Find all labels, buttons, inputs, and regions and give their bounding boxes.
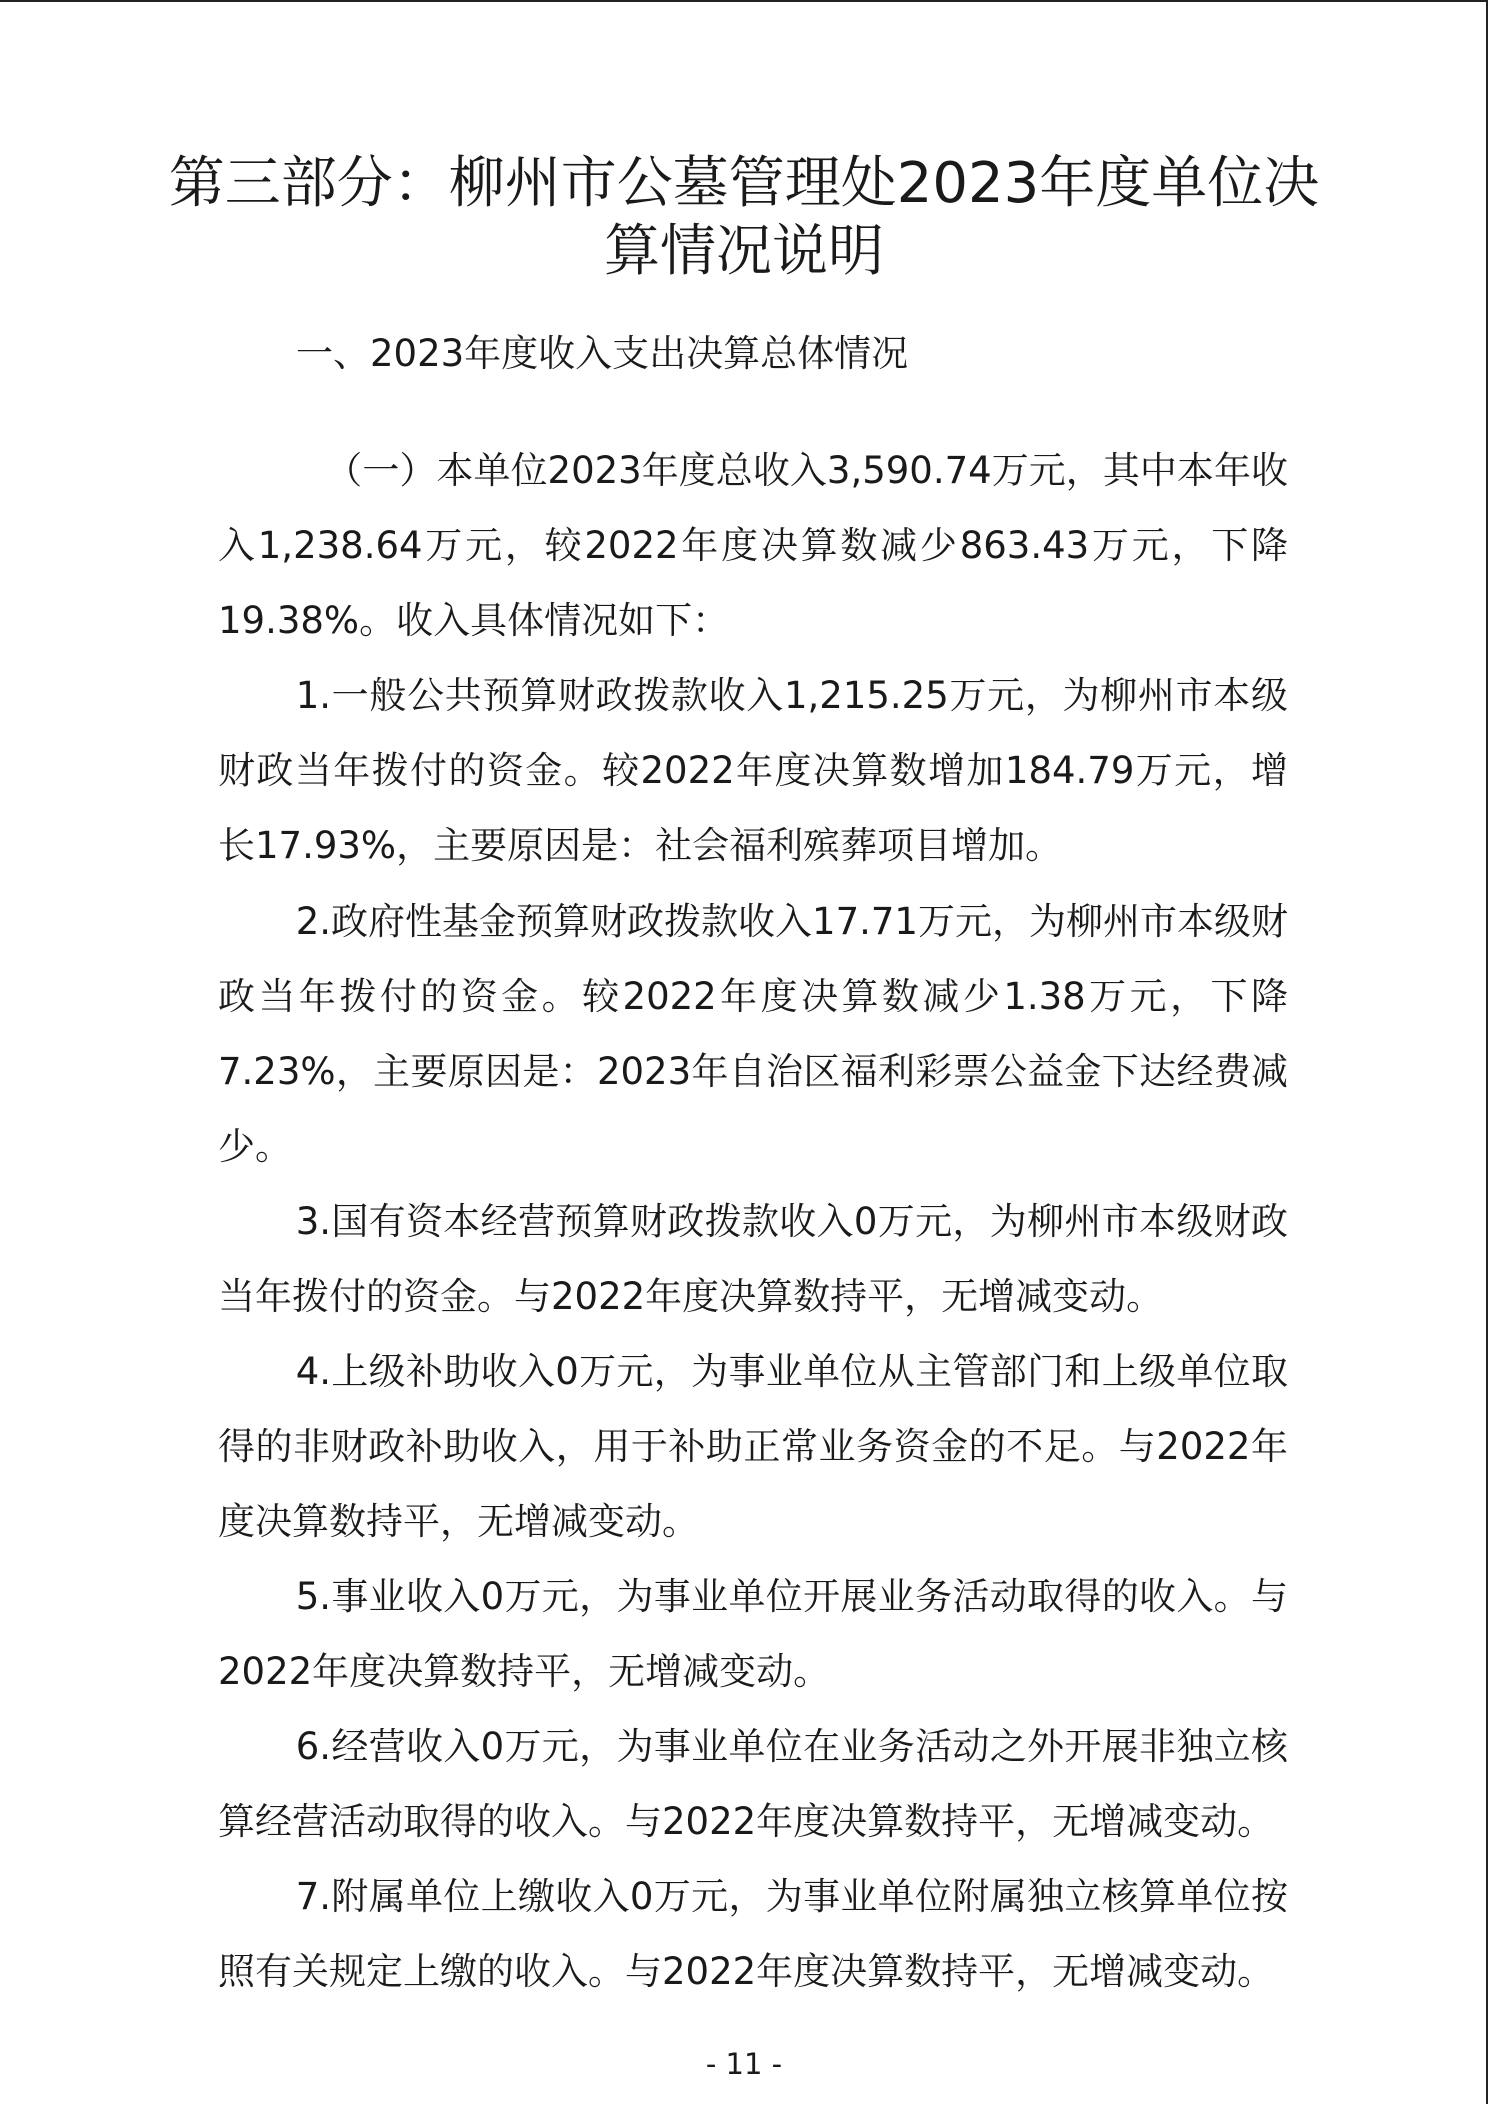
document-title: 第三部分：柳州市公墓管理处2023年度单位决算情况说明 bbox=[168, 151, 1320, 284]
section-heading: 一、2023年度收入支出决算总体情况 bbox=[296, 332, 909, 375]
paragraph-item-3: 3.国有资本经营预算财政拨款收入0万元，为柳州市本级财政当年拨付的资金。与2022年度决算数持平，无增减变动。 bbox=[218, 1200, 1288, 1318]
intro-paragraph: （一）本单位2023年度总收入3,590.74万元，其中本年收入1,238.64万元，较2022年度决算数减少863.43万元，下降19.38%。收入具体情况如下： bbox=[218, 449, 1288, 642]
paragraph-item-5: 5.事业收入0万元，为事业单位开展业务活动取得的收入。与2022年度决算数持平，无增减变动。 bbox=[218, 1575, 1288, 1693]
paragraph-item-6: 6.经营收入0万元，为事业单位在业务活动之外开展非独立核算经营活动取得的收入。与2022年度决算数持平，无增减变动。 bbox=[218, 1725, 1288, 1843]
page-number: - 11 - bbox=[705, 2047, 783, 2081]
paragraph-item-4: 4.上级补助收入0万元，为事业单位从主管部门和上级单位取得的非财政补助收入，用于补助正常业务资金的不足。与2022年度决算数持平，无增减变动。 bbox=[218, 1350, 1288, 1543]
paragraph-item-7: 7.附属单位上缴收入0万元，为事业单位附属独立核算单位按照有关规定上缴的收入。与2022年度决算数持平，无增减变动。 bbox=[218, 1875, 1288, 1993]
paragraph-item-1: 1.一般公共预算财政拨款收入1,215.25万元，为柳州市本级财政当年拨付的资金。较2022年度决算数增加184.79万元，增长17.93%，主要原因是：社会福利殡葬项目增加。 bbox=[218, 674, 1288, 867]
paragraph-item-2: 2.政府性基金预算财政拨款收入17.71万元，为柳州市本级财政当年拨付的资金。较2022年度决算数减少1.38万元，下降7.23%，主要原因是：2023年自治区福利彩票公益金下达经费减少。 bbox=[218, 900, 1288, 1168]
